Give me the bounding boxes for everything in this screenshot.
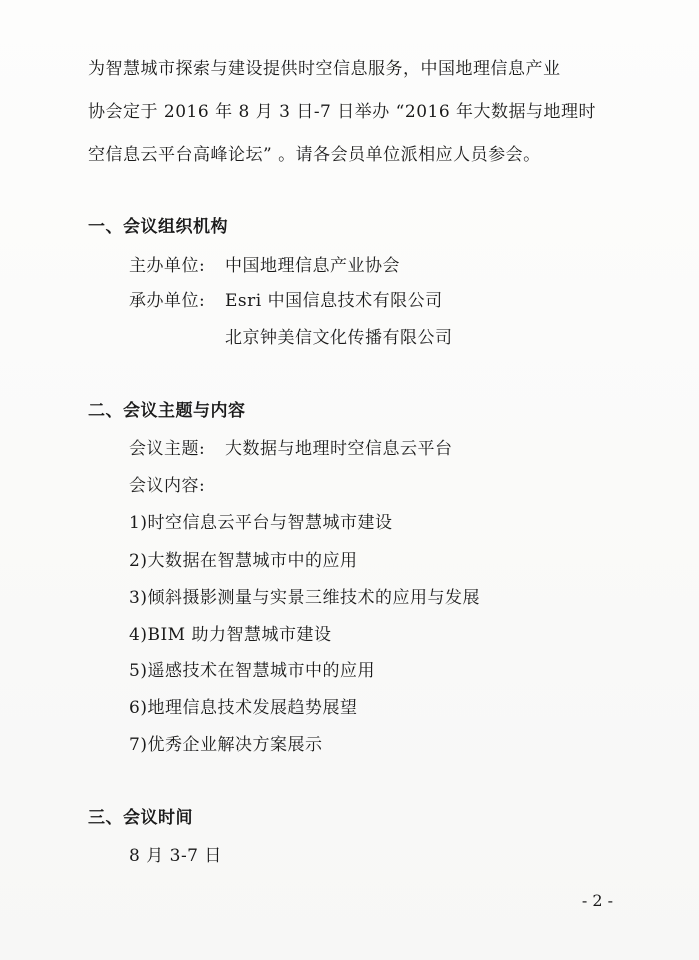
meeting-dates: 8 月 3-7 日 (129, 846, 222, 866)
content-item: 3)倾斜摄影测量与实景三维技术的应用与发展 (129, 588, 480, 608)
content-item: 1)时空信息云平台与智慧城市建设 (129, 513, 393, 533)
page-number: - 2 - (581, 891, 613, 910)
section-3-heading: 三、会议时间 (88, 808, 193, 828)
intro-line-2: 协会定于 2016 年 8 月 3 日-7 日举办 “2016 年大数据与地理时 (88, 102, 597, 122)
content-item: 5)遥感技术在智慧城市中的应用 (129, 661, 375, 681)
theme-text: 大数据与地理时空信息云平台 (225, 439, 453, 459)
intro-line-3: 空信息云平台高峰论坛” 。请各会员单位派相应人员参会。 (88, 145, 541, 165)
content-label: 会议内容: (129, 476, 206, 496)
intro-line-1: 为智慧城市探索与建设提供时空信息服务，中国地理信息产业 (88, 59, 561, 79)
section-1-heading: 一、会议组织机构 (88, 217, 228, 237)
organizer-name-1: Esri 中国信息技术有限公司 (225, 291, 443, 311)
content-item: 7)优秀企业解决方案展示 (129, 735, 323, 755)
content-item: 4)BIM 助力智慧城市建设 (129, 625, 332, 645)
organizer-label: 承办单位: (129, 291, 206, 311)
content-item: 6)地理信息技术发展趋势展望 (129, 698, 358, 718)
host-name: 中国地理信息产业协会 (225, 256, 400, 276)
content-item: 2)大数据在智慧城市中的应用 (129, 551, 358, 571)
theme-label: 会议主题: (129, 439, 206, 459)
section-2-heading: 二、会议主题与内容 (88, 401, 246, 421)
organizer-name-2: 北京钟美信文化传播有限公司 (225, 328, 453, 348)
host-label: 主办单位: (129, 256, 206, 276)
